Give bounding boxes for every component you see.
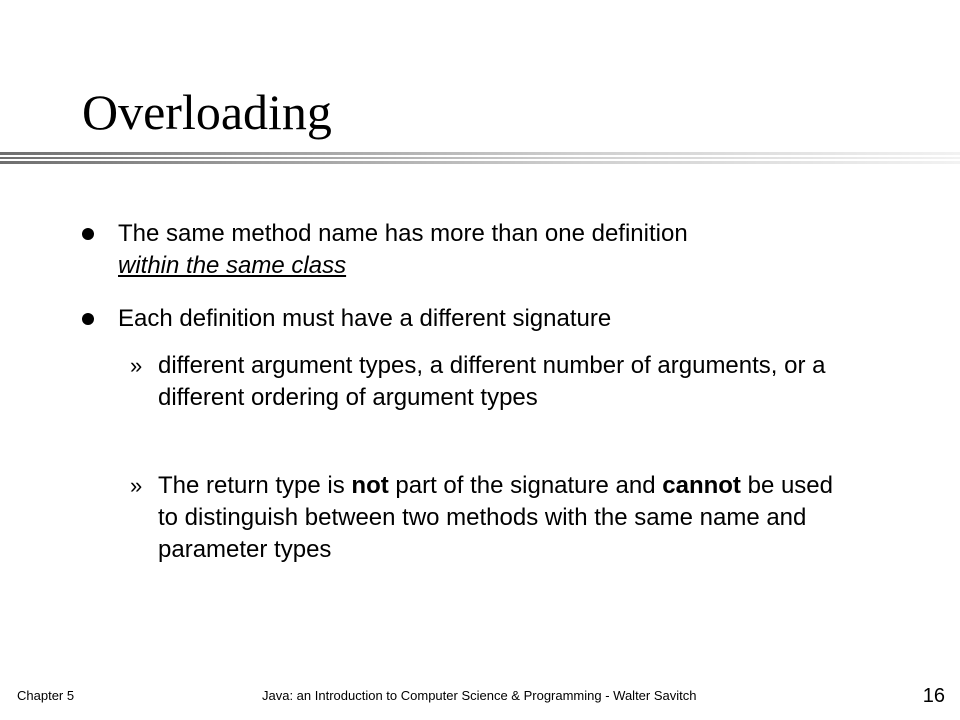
slide-page-number: 16	[922, 685, 945, 707]
sub-bullet-2-text-a: The return type is	[158, 472, 352, 499]
bullet-item-1	[82, 218, 882, 282]
bullet-1-content	[118, 218, 882, 282]
title-divider	[0, 152, 960, 164]
slide-title: Overloading	[82, 84, 332, 140]
bullet-1-emphasis: within the same class	[118, 252, 347, 279]
sub-bullet-2-text-c: be used to distinguish between two methods with the same name and parameter types	[158, 472, 833, 563]
footer-book-title: Java: an Introduction to Computer Science & Programming - Walter Savitch	[262, 688, 697, 703]
sub-bullet-item-1	[130, 350, 850, 414]
sub-bullet-1-text: different argument types, a different number of arguments, or a different ordering of argument types	[158, 352, 826, 411]
bullet-item-2	[82, 303, 882, 335]
sub-bullet-2-bold-not: not	[351, 472, 389, 499]
bullet-dot-icon	[82, 313, 94, 325]
bullet-dot-icon	[82, 228, 94, 240]
bullet-2-text: Each definition must have a different signature	[118, 305, 612, 332]
footer-chapter: Chapter 5	[17, 688, 75, 703]
sub-bullet-marker-icon: »	[130, 353, 143, 378]
sub-bullet-marker-icon: »	[130, 473, 143, 498]
sub-bullet-2-bold-cannot: cannot	[662, 472, 741, 499]
bullet-1-text: The same method name has more than one definition	[118, 220, 688, 247]
bullet-1-emphasis-wrapper	[118, 252, 346, 279]
sub-bullet-2-text-b: part of the signature and	[388, 472, 663, 499]
sub-bullet-item-2	[130, 470, 850, 566]
sub-bullet-2-content	[158, 470, 850, 566]
